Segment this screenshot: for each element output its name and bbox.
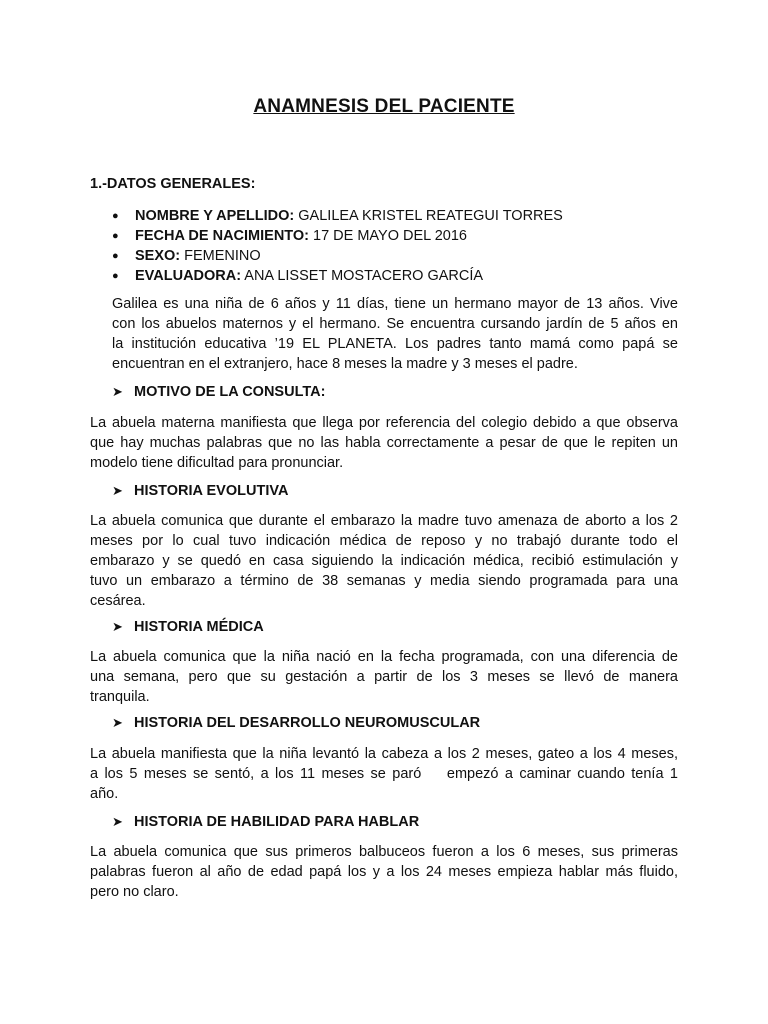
section-heading-text: HISTORIA MÉDICA — [134, 619, 264, 635]
paragraph-line: que hay muchas palabras que no las habla correctamente a pesar de que le repiten un — [90, 435, 678, 451]
bullet-item-fecha — [112, 226, 563, 246]
bullet-dot-icon: ● — [112, 230, 119, 242]
bullet-value: 17 DE MAYO DEL 2016 — [309, 228, 467, 244]
paragraph-line: cesárea. — [90, 593, 146, 609]
arrow-bullet-icon: ➤ — [112, 384, 123, 399]
arrow-bullet-icon: ➤ — [112, 715, 123, 730]
bullet-item-evaluadora — [112, 266, 563, 286]
section-paragraph-habla — [90, 842, 678, 902]
paragraph-line: meses por lo cual tuvo indicación médica de reposo y no trabajó durante todo el — [90, 533, 678, 549]
bullet-dot-icon: ● — [112, 250, 119, 262]
arrow-bullet-icon: ➤ — [112, 619, 123, 634]
bullet-item-sexo — [112, 246, 563, 266]
section-heading-medica — [112, 617, 264, 637]
general-data-list — [112, 206, 563, 286]
paragraph-line: tuvo un embarazo a término de 38 semanas y media siendo programada para una — [90, 573, 678, 589]
paragraph-line: año. — [90, 786, 119, 802]
section-heading-text: HISTORIA DEL DESARROLLO NEUROMUSCULAR — [134, 715, 481, 731]
paragraph-line: pero no claro. — [90, 884, 179, 900]
section-paragraph-neuromuscular — [90, 744, 678, 804]
paragraph-line: La abuela comunica que sus primeros balbuceos fueron a los 6 meses, sus primeras — [90, 844, 678, 860]
bullet-value: ANA LISSET MOSTACERO GARCÍA — [241, 268, 484, 284]
section-paragraph-evolutiva — [90, 511, 678, 611]
paragraph-line: Galilea es una niña de 6 años y 11 días, tiene un hermano mayor de 13 años. Vive — [112, 296, 678, 312]
paragraph-line: a los 5 meses se sentó, a los 11 meses se paró empezó a caminar cuando tenía 1 — [90, 766, 678, 782]
paragraph-line: una semana, pero que su gestación a partir de los 3 meses se llevó de manera — [90, 669, 678, 685]
paragraph-line: modelo tiene dificultad para pronunciar. — [90, 455, 344, 471]
section-heading-datos-generales: 1.-DATOS GENERALES: — [90, 176, 256, 192]
bullet-item-nombre — [112, 206, 563, 226]
bullet-value: GALILEA KRISTEL REATEGUI TORRES — [294, 208, 563, 224]
paragraph-line: con los abuelos maternos y el hermano. Se encuentra cursando jardín de 5 años en — [112, 316, 678, 332]
section-heading-text: HISTORIA DE HABILIDAD PARA HABLAR — [134, 814, 420, 830]
bullet-dot-icon: ● — [112, 270, 119, 282]
bullet-label: FECHA DE NACIMIENTO: — [135, 228, 309, 244]
paragraph-line: embarazo y se quedó en casa siguiendo la indicación médica, recibió estimulación y — [90, 553, 678, 569]
paragraph-line: La abuela comunica que durante el embarazo la madre tuvo amenaza de aborto a los 2 — [90, 513, 678, 529]
paragraph-line: La abuela manifiesta que la niña levantó la cabeza a los 2 meses, gateo a los 4 meses, — [90, 746, 678, 762]
bullet-value: FEMENINO — [180, 248, 261, 264]
paragraph-line: La abuela materna manifiesta que llega por referencia del colegio debido a que observa — [90, 415, 678, 431]
paragraph-line: tranquila. — [90, 689, 150, 705]
section-paragraph-medica — [90, 647, 678, 707]
bullet-label: SEXO: — [135, 248, 181, 264]
paragraph-line: La abuela comunica que la niña nació en la fecha programada, con una diferencia de — [90, 649, 678, 665]
section-heading-habla — [112, 812, 419, 832]
arrow-bullet-icon: ➤ — [112, 483, 123, 498]
section-heading-text: MOTIVO DE LA CONSULTA: — [134, 384, 326, 400]
paragraph-line: la institución educativa ’19 EL PLANETA. Los padres tanto mamá como papá se — [112, 336, 678, 352]
arrow-bullet-icon: ➤ — [112, 814, 123, 829]
section-heading-evolutiva — [112, 481, 288, 501]
paragraph-line: palabras fueron al año de edad papá los y a los 24 meses empieza hablar más fluido, — [90, 864, 678, 880]
section-heading-motivo — [112, 382, 325, 402]
bullet-label: EVALUADORA: — [135, 268, 242, 284]
intro-paragraph — [112, 294, 678, 374]
document-title: ANAMNESIS DEL PACIENTE — [253, 96, 515, 117]
bullet-label: NOMBRE Y APELLIDO: — [135, 208, 295, 224]
section-heading-neuromuscular — [112, 713, 480, 733]
bullet-dot-icon: ● — [112, 210, 119, 222]
paragraph-line: encuentran en el extranjero, hace 8 meses la madre y 3 meses el padre. — [112, 356, 578, 372]
section-paragraph-motivo — [90, 413, 678, 473]
section-heading-text: HISTORIA EVOLUTIVA — [134, 483, 289, 499]
